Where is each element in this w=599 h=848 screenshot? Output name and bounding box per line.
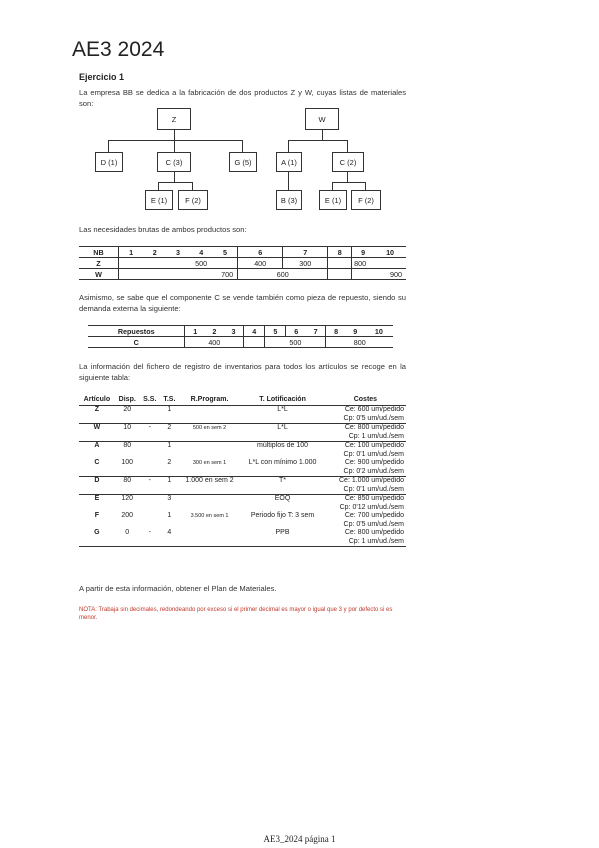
row-label: W	[95, 269, 102, 279]
cell: G	[79, 529, 115, 547]
table-row	[79, 258, 406, 269]
node-z-c: C (3)	[157, 152, 191, 172]
cell	[179, 495, 240, 513]
cell	[140, 459, 160, 477]
exercise-heading: Ejercicio 1	[79, 72, 125, 82]
cell: -	[140, 477, 160, 495]
cell: 2	[160, 459, 179, 477]
cell: Cp: 1 um/ud./sem	[348, 537, 404, 545]
cell	[140, 512, 160, 529]
cell: 500	[265, 337, 326, 348]
col-header: NB	[79, 247, 118, 258]
cell: E	[94, 495, 100, 502]
cell: D	[79, 477, 115, 495]
table-row	[79, 512, 406, 529]
col-header: 2	[205, 326, 224, 337]
node-z-g: G (5)	[229, 152, 257, 172]
cell: Cp: 1 um/ud./sem	[348, 432, 404, 440]
cell: Z	[79, 406, 115, 424]
inventory-text: La información del fichero de registro de inventarios para todos los artículos se recoge en la siguiente tabla:	[79, 362, 406, 382]
cell: 300 en sem 1	[179, 459, 240, 477]
cell: 300	[283, 258, 328, 269]
cell: 800	[352, 258, 406, 269]
cell: 200	[121, 512, 134, 519]
cell: Cp: 0'5 um/ud./sem	[343, 520, 404, 528]
cell: 0	[115, 529, 140, 547]
cell: Cp: 0'5 um/ud./sem	[343, 414, 404, 422]
cell: 1.000 en sem 2	[179, 477, 240, 495]
col-header: 9	[352, 247, 375, 258]
conclusion-text: A partir de esta información, obtener el Plan de Materiales.	[79, 584, 277, 593]
col-header: 4	[244, 326, 265, 337]
cell	[140, 406, 160, 424]
col-header: 5	[265, 326, 286, 337]
col-header: 8	[328, 247, 352, 258]
cell: 1	[167, 442, 172, 449]
replacement-text: Asimismo, se sabe que el componente C se vende también como pieza de repuesto, siendo su demanda externa la siguiente:	[79, 293, 406, 313]
cell: Ce: 800 um/pedido	[344, 529, 404, 536]
cell: A	[94, 442, 100, 449]
cell: C	[79, 459, 115, 477]
cell: 400	[185, 337, 244, 348]
cell: 80	[115, 477, 140, 495]
col-header: Disp.	[115, 394, 140, 406]
inventory-table	[79, 394, 406, 547]
cell: múltiplos de 100	[257, 442, 309, 449]
col-header: S.S.	[140, 394, 160, 406]
cell: 1	[160, 406, 179, 424]
cell: 700	[118, 269, 237, 280]
cell: Periodo fijo T: 3 sem	[250, 512, 315, 519]
col-header: 4	[190, 247, 213, 258]
col-header: 6	[286, 326, 306, 337]
cell	[179, 406, 240, 424]
cell: EOQ	[274, 495, 291, 502]
gross-needs-table	[79, 246, 406, 280]
cell: 2	[160, 424, 179, 442]
col-header: 5	[213, 247, 238, 258]
page-footer: AE3_2024 página 1	[263, 834, 336, 844]
col-header: 2	[143, 247, 166, 258]
cell: -	[140, 424, 160, 442]
row-label: C	[88, 337, 185, 348]
cell: 3	[167, 495, 172, 502]
cell: F	[94, 512, 100, 519]
note-text: NOTA: Trabaja sin decimales, redondeando por exceso si el primer decimal es mayor o igual que 3 y por defecto si es menor.	[79, 607, 393, 621]
cell: 100	[115, 459, 140, 477]
cell: Ce: 600 um/pedido	[344, 406, 404, 413]
cell: 120	[121, 495, 134, 502]
col-header: 1	[185, 326, 205, 337]
col-header: R.Program.	[179, 394, 240, 406]
cell: Cp: 0'1 um/ud./sem	[343, 450, 404, 458]
col-header: 1	[118, 247, 143, 258]
cell: -	[140, 529, 160, 547]
col-header: Artículo	[79, 394, 115, 406]
col-header: 3	[166, 247, 189, 258]
cell: 20	[115, 406, 140, 424]
cell: Ce: 800 um/pedido	[344, 424, 404, 431]
col-header: Costes	[325, 394, 406, 406]
cell	[140, 495, 160, 513]
cell: 1	[167, 512, 172, 519]
node-w-c: C (2)	[332, 152, 364, 172]
row-label: Z	[96, 258, 101, 268]
table-row	[79, 424, 406, 442]
cell: L*L	[240, 424, 325, 442]
cell: 600	[238, 269, 328, 280]
node-w-a: A (1)	[276, 152, 302, 172]
cell: Ce: 1.000 um/pedido	[339, 477, 404, 484]
table-row	[79, 459, 406, 477]
col-header: 8	[326, 326, 346, 337]
col-header: T. Lotificación	[240, 394, 325, 406]
cell: 800	[326, 337, 393, 348]
cell: 900	[352, 269, 406, 280]
cell: T*	[240, 477, 325, 495]
col-header: Repuestos	[88, 326, 185, 337]
cell: 10	[115, 424, 140, 442]
cell: Ce: 100 um/pedido	[344, 442, 404, 449]
table-row	[79, 442, 406, 460]
cell: W	[79, 424, 115, 442]
table-row	[79, 529, 406, 547]
node-w-e: E (1)	[319, 190, 347, 210]
node-w-b: B (3)	[276, 190, 302, 210]
cell: PPB	[240, 529, 325, 547]
col-header: 10	[374, 247, 406, 258]
bom-diagram	[90, 106, 400, 216]
page-title: AE3 2024	[72, 38, 165, 61]
node-z-d: D (1)	[95, 152, 123, 172]
table-row	[79, 406, 406, 424]
replacement-table	[88, 325, 393, 348]
table-row	[79, 477, 406, 495]
col-header: 7	[283, 247, 328, 258]
cell: Ce: 700 um/pedido	[344, 512, 404, 519]
cell: Cp: 0'2 um/ud./sem	[343, 467, 404, 475]
col-header: T.S.	[160, 394, 179, 406]
cell: 80	[123, 442, 132, 449]
col-header: 9	[346, 326, 365, 337]
col-header: 7	[306, 326, 326, 337]
cell: 4	[160, 529, 179, 547]
cell: L*L con mínimo 1.000	[240, 459, 325, 477]
col-header: 6	[238, 247, 283, 258]
table-row	[88, 337, 393, 348]
node-z-f: F (2)	[178, 190, 208, 210]
cell	[140, 442, 160, 460]
cell	[179, 442, 240, 460]
node-z-e: E (1)	[145, 190, 173, 210]
intro-text: La empresa BB se dedica a la fabricación de dos productos Z y W, cuyas listas de materiales son:	[79, 88, 406, 108]
cell: 500 en sem 2	[179, 424, 240, 442]
table-row	[79, 495, 406, 513]
table-row	[79, 269, 406, 280]
cell: 1	[160, 477, 179, 495]
node-z: Z	[157, 108, 191, 130]
cell: L*L	[240, 406, 325, 424]
needs-text: Las necesidades brutas de ambos productos son:	[79, 225, 247, 234]
cell: 400	[238, 258, 283, 269]
cell: Cp: 0'1 um/ud./sem	[343, 485, 404, 493]
cell: Ce: 850 um/pedido	[344, 495, 404, 502]
cell: 500	[118, 258, 237, 269]
node-w: W	[305, 108, 339, 130]
col-header: 10	[365, 326, 393, 337]
cell	[179, 529, 240, 547]
cell: 3.500 en sem 1	[190, 513, 229, 519]
cell: Cp: 0'12 um/ud./sem	[339, 503, 404, 511]
node-w-f: F (2)	[351, 190, 381, 210]
col-header: 3	[224, 326, 244, 337]
cell: Ce: 900 um/pedido	[344, 459, 404, 466]
